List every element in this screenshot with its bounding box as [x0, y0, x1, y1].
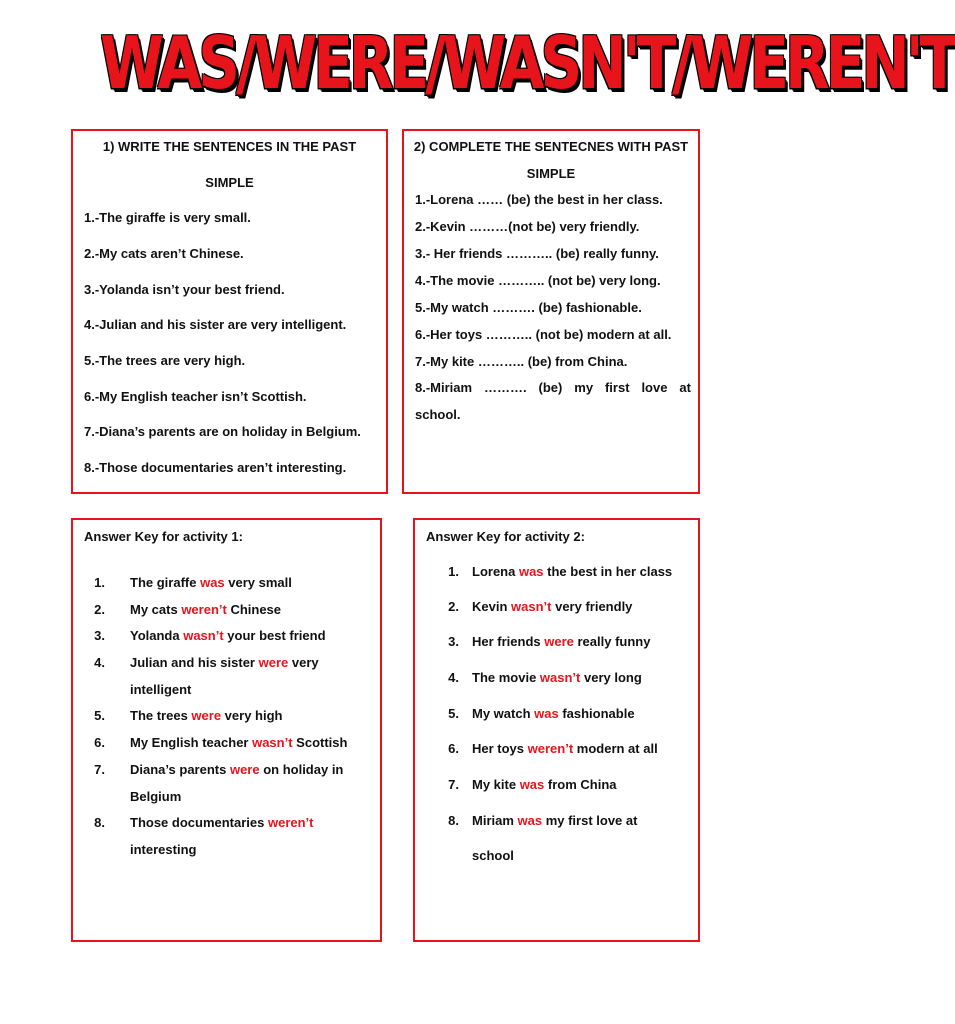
activity-1-item: 6.-My English teacher isn’t Scottish.	[84, 389, 307, 404]
activity-1-item: 4.-Julian and his sister are very intelligent.	[84, 317, 347, 332]
answer-item: The trees were very high	[130, 708, 283, 723]
word: my	[574, 380, 594, 395]
answer-word: wasn’t	[183, 628, 224, 643]
answer-word: weren’t	[527, 741, 574, 756]
answer-item: The movie wasn’t very long	[472, 670, 642, 685]
answer-item: Those documentaries weren’t	[130, 815, 314, 830]
answer-word: were	[544, 634, 574, 649]
answer-item: Diana’s parents were on holiday in	[130, 762, 344, 777]
answer-word: wasn’t	[511, 599, 552, 614]
activity-1-box	[71, 129, 388, 494]
list-number: 2.	[94, 602, 105, 617]
answer-word: wasn’t	[252, 735, 293, 750]
activity-2-heading-cont: SIMPLE	[526, 166, 576, 181]
list-number: 6.	[448, 741, 459, 756]
activity-1-item: 2.-My cats aren’t Chinese.	[84, 246, 244, 261]
activity-2-heading: 2) COMPLETE THE SENTECNES WITH PAST	[413, 139, 689, 154]
word: love	[641, 380, 668, 395]
answer-item: Miriam was my first love at	[472, 813, 638, 828]
activity-2-item: 3.- Her friends ……….. (be) really funny.	[415, 246, 659, 261]
answer-item: The giraffe was very small	[130, 575, 292, 590]
answer-word: wasn’t	[539, 670, 581, 685]
answer-item: My cats weren’t Chinese	[130, 602, 282, 617]
answer-item-cont: school	[472, 848, 514, 863]
answer-item: Kevin wasn’t very friendly	[472, 599, 633, 614]
answer-word: was	[534, 706, 559, 721]
activity-1-item: 3.-Yolanda isn’t your best friend.	[84, 282, 285, 297]
list-number: 5.	[448, 706, 459, 721]
answer-word: was	[517, 813, 543, 828]
activity-1-item: 7.-Diana’s parents are on holiday in Belgium.	[84, 424, 361, 439]
answer-word: was	[200, 575, 225, 590]
list-number: 5.	[94, 708, 105, 723]
answer-word: weren’t	[267, 815, 314, 830]
activity-1-heading: 1) WRITE THE SENTENCES IN THE PAST	[102, 139, 357, 154]
answer-item: Lorena was the best in her class	[472, 564, 673, 579]
answer-item: Yolanda wasn’t your best friend	[130, 628, 326, 643]
list-number: 7.	[94, 762, 105, 777]
list-number: 3.	[448, 634, 459, 649]
activity-1-item: 8.-Those documentaries aren’t interesting.	[84, 460, 347, 475]
answer-item: My kite was from China	[472, 777, 617, 792]
answer-item-cont: interesting	[130, 842, 197, 857]
answer-word: was	[518, 564, 544, 579]
answer-key-2-title: Answer Key for activity 2:	[426, 529, 585, 544]
worksheet-title: WAS/WERE/WASN'T/WEREN'T	[100, 20, 955, 106]
activity-2-item-8	[415, 380, 691, 395]
answer-key-1-box	[71, 518, 382, 942]
activity-1-item: 1.-The giraffe is very small.	[84, 210, 251, 225]
activity-2-item: 7.-My kite ……….. (be) from China.	[415, 354, 628, 369]
answer-word: was	[519, 777, 545, 792]
answer-word: were	[258, 655, 289, 670]
answer-word: were	[191, 708, 222, 723]
list-number: 2.	[448, 599, 459, 614]
word: ……….	[483, 380, 527, 395]
activity-2-item-8-cont: school.	[415, 407, 461, 422]
list-number: 3.	[94, 628, 105, 643]
list-number: 1.	[448, 564, 459, 579]
answer-key-2-box	[413, 518, 700, 942]
list-number: 1.	[94, 575, 105, 590]
activity-2-item: 1.-Lorena …… (be) the best in her class.	[415, 192, 663, 207]
answer-key-1-title: Answer Key for activity 1:	[84, 529, 243, 544]
activity-2-item: 6.-Her toys ……….. (not be) modern at all.	[415, 327, 672, 342]
word: 8.-Miriam	[415, 380, 473, 395]
word: at	[679, 380, 691, 395]
answer-word: weren’t	[181, 602, 227, 617]
list-number: 4.	[94, 655, 105, 670]
answer-word: were	[229, 762, 260, 777]
list-number: 4.	[448, 670, 459, 685]
word: (be)	[538, 380, 563, 395]
activity-2-item: 4.-The movie ……….. (not be) very long.	[415, 273, 661, 288]
activity-1-heading-cont: SIMPLE	[205, 175, 254, 190]
activity-2-box	[402, 129, 700, 494]
list-number: 7.	[448, 777, 459, 792]
answer-item: My English teacher wasn’t Scottish	[130, 735, 348, 750]
answer-item: Her friends were really funny	[472, 634, 651, 649]
answer-item: Julian and his sister were very	[130, 655, 319, 670]
list-number: 6.	[94, 735, 105, 750]
answer-item-cont: intelligent	[130, 682, 192, 697]
list-number: 8.	[448, 813, 459, 828]
activity-2-item: 2.-Kevin ………(not be) very friendly.	[415, 219, 640, 234]
answer-item: Her toys weren’t modern at all	[472, 741, 658, 756]
answer-item: My watch was fashionable	[472, 706, 635, 721]
word: first	[604, 380, 630, 395]
activity-1-item: 5.-The trees are very high.	[84, 353, 246, 368]
activity-2-item: 5.-My watch ………. (be) fashionable.	[415, 300, 642, 315]
answer-item-cont: Belgium	[130, 789, 182, 804]
list-number: 8.	[94, 815, 105, 830]
